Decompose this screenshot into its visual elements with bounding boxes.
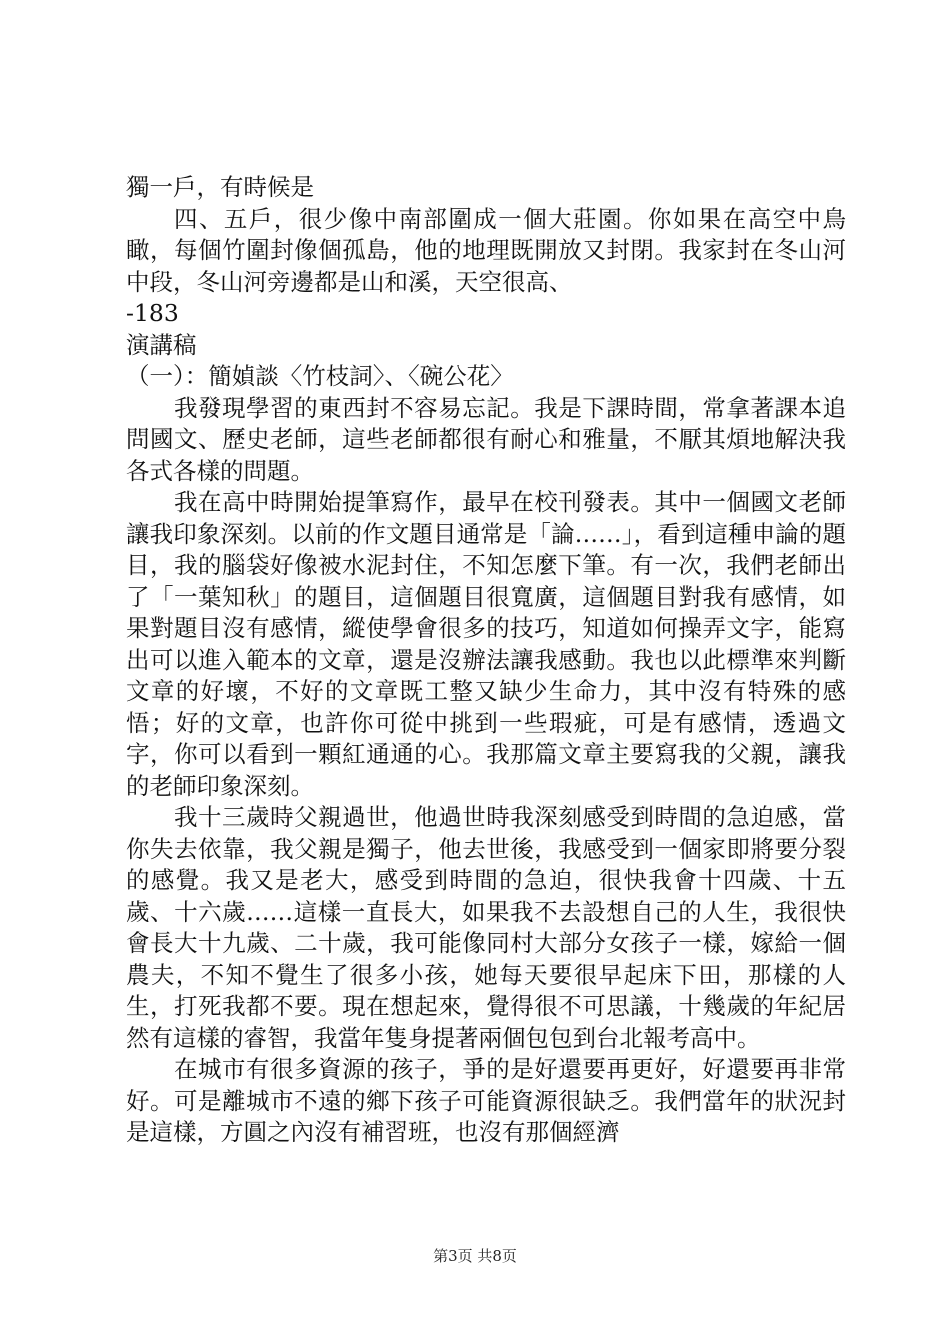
paragraph: 我發現學習的東西封不容易忘記。我是下課時間，常拿著課本追問國文、歷史老師，這些老師都很有耐心和雅量，不厭其煩地解決我各式各樣的問題。 [126,393,846,485]
paragraph: 在城市有很多資源的孩子，爭的是好還要再更好，好還要再非常好。可是離城市不遠的鄉下孩子可能資源很缺乏。我們當年的狀況封是這樣，方圓之內沒有補習班，也沒有那個經濟 [126,1055,846,1146]
paragraph: 我十三歲時父親過世，他過世時我深刻感受到時間的急迫感，當你失去依靠，我父親是獨子，他去世後，我感受到一個家即將要分裂的感覺。我又是老大，感受到時間的急迫，很快我會十四歲、十五歲、十六歲……這樣一直長大，如果我不去設想自己的人生，我很快會長大十九歲、二十歲，我可能像同村大部分女孩子一樣，嫁給一個農夫，不知不覺生了很多小孩，她每天要很早起床下田，那樣的人生，打死我都不要。現在想起來，覺得很不可思議，十幾歲的年紀居然有這樣的睿智，我當年隻身提著兩個包包到台北報考高中。 [126,803,846,1052]
paragraph: 我在高中時開始提筆寫作，最早在校刊發表。其中一個國文老師讓我印象深刻。以前的作文題目通常是「論……」，看到這種申論的題目，我的腦袋好像被水泥封住，不知怎麼下筆。有一次，我們老師出了「一葉知秋」的題目，這個題目很寬廣，這個題目對我有感情，如果對題目沒有感情，縱使學會很多的技巧，知道如何操弄文字，能寫出可以進入範本的文章，還是沒辦法讓我感動。我也以此標準來判斷文章的好壞，不好的文章既工整又缺少生命力，其中沒有特殊的感悟；好的文章，也許你可從中挑到一些瑕疵，可是有感情，透過文字，你可以看到一顆紅通通的心。我那篇文章主要寫我的父親，讓我的老師印象深刻。 [126,488,846,800]
document-body [126,172,846,1149]
section-heading: 演講稿 [126,330,197,359]
page-footer: 第3页 共8页 [433,1247,517,1265]
paragraph-continuation: 獨一戶，有時候是 [126,173,314,201]
section-subheading: （一）：簡媜談〈竹枝詞〉、〈碗公花〉 [126,362,514,390]
paragraph: 四、五戶，很少像中南部圍成一個大莊園。你如果在高空中鳥瞰，每個竹圍封像個孤島，他的地理既開放又封閉。我家封在冬山河中段，冬山河旁邊都是山和溪，天空很高、 [126,204,846,296]
page-number-marker: -183 [126,299,179,327]
